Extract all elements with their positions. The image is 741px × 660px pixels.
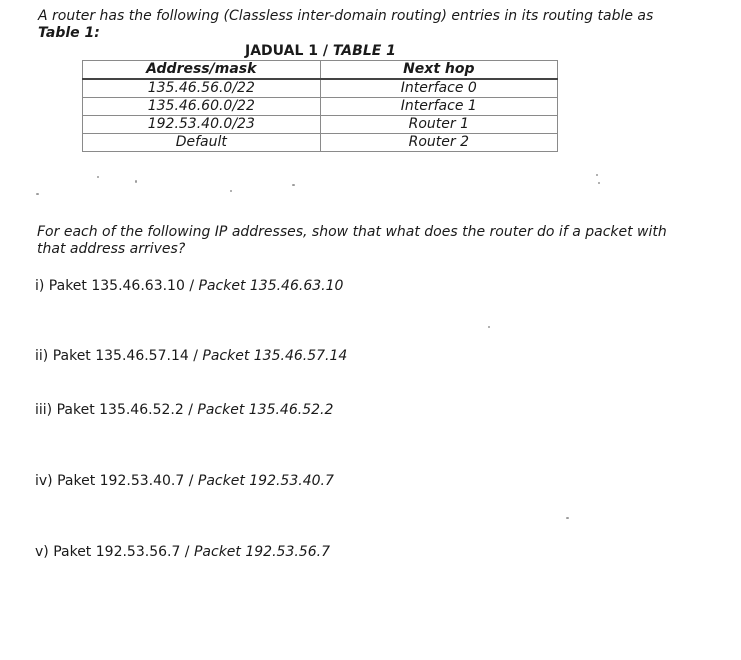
sub-question-malay: iv) Paket 192.53.40.7 /: [35, 473, 198, 489]
address-mask-cell: 192.53.40.0/23: [83, 116, 321, 134]
sub-question-malay: iii) Paket 135.46.52.2 /: [35, 402, 198, 418]
column-header-address-mask: Address/mask: [83, 61, 321, 80]
column-header-next-hop: Next hop: [320, 61, 557, 80]
address-mask-cell: 135.46.56.0/22: [83, 79, 321, 98]
table-row: [83, 116, 558, 134]
sub-question-malay: i) Paket 135.46.63.10 /: [35, 278, 199, 294]
sub-question-4: [35, 473, 334, 490]
sub-question-2: [35, 348, 347, 365]
table-caption: [245, 43, 396, 60]
sub-question-malay: ii) Paket 135.46.57.14 /: [35, 348, 203, 364]
scan-speck: [566, 517, 569, 519]
table-header-row: [83, 61, 558, 80]
routing-table: [82, 60, 558, 152]
next-hop-cell: Router 2: [320, 134, 557, 152]
next-hop-cell: Interface 0: [320, 79, 557, 98]
table-reference: Table 1:: [38, 25, 100, 41]
scan-speck: [135, 180, 137, 183]
sub-question-malay: v) Paket 192.53.56.7 /: [35, 544, 194, 560]
sub-question-1: [35, 278, 343, 295]
sub-question-english: Packet 135.46.52.2: [197, 402, 334, 418]
table-caption-malay: JADUAL 1 /: [245, 43, 333, 59]
scan-speck: [488, 326, 490, 328]
scan-speck: [97, 176, 99, 178]
sub-question-english: Packet 135.46.57.14: [202, 348, 348, 364]
sub-question-english: Packet 192.53.56.7: [193, 544, 330, 560]
sub-question-3: [35, 402, 333, 419]
scan-speck: [292, 184, 295, 186]
scan-speck: [598, 182, 600, 184]
table-row: [83, 98, 558, 116]
table-row: [83, 79, 558, 98]
sub-question-5: [35, 544, 330, 561]
scan-speck: [596, 174, 598, 176]
scan-speck: [36, 193, 39, 195]
next-hop-cell: Interface 1: [320, 98, 557, 116]
table-row: [83, 134, 558, 152]
table-caption-english: TABLE 1: [332, 43, 396, 59]
intro-paragraph: [38, 8, 678, 42]
address-mask-cell: 135.46.60.0/22: [83, 98, 321, 116]
question-paragraph: For each of the following IP addresses, show that what does the router do if a packet with that address arrives?: [37, 224, 667, 257]
sub-question-english: Packet 192.53.40.7: [197, 473, 334, 489]
sub-question-english: Packet 135.46.63.10: [198, 278, 344, 294]
intro-text: A router has the following (Classless inter-domain routing) entries in its routing table as: [38, 8, 654, 24]
next-hop-cell: Router 1: [320, 116, 557, 134]
scan-speck: [230, 190, 232, 192]
address-mask-cell: Default: [83, 134, 321, 152]
